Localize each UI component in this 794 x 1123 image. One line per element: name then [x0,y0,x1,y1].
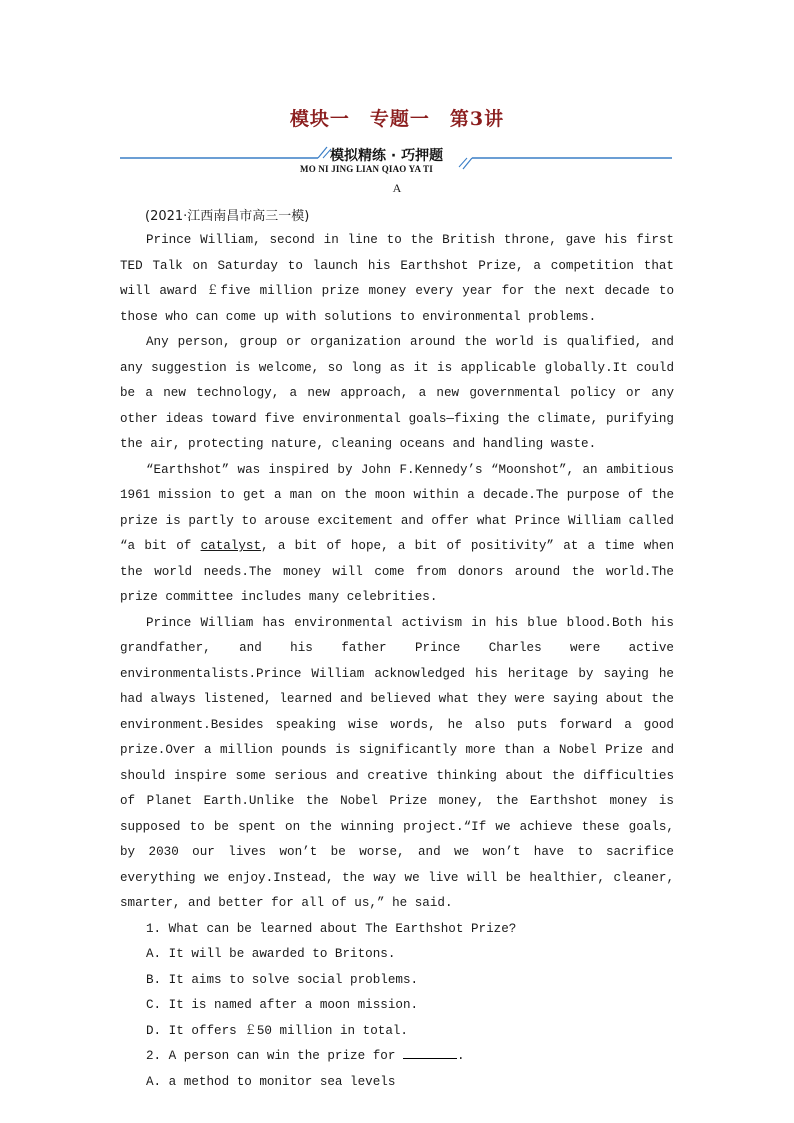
paragraph-2: Any person, group or organization around the world is qualified, and any suggestion is welcome, so long as it is applicable globally.It could be a new technology, a new approach, a new governmental policy or any other ideas toward five environmental goals—fixing the climate, purifying the air, protecting nature, cleaning oceans and handling waste. [120,335,674,451]
section-letter: A [392,181,402,195]
question-2-stem: 2. A person can win the prize for [146,1049,403,1063]
answer-blank [403,1046,457,1059]
question-1-option-c[interactable]: C. It is named after a moon mission. [146,998,419,1012]
paragraph-3 [120,458,674,611]
banner-label: 模拟精练 · 巧押题 [330,148,444,164]
paragraph-4: Prince William has environmental activism in his blue blood.Both his grandfather, and his father Prince Charles were active environmentalists.Prince William acknowledged his heritage by saying he had always listened, learned and believed what they were saying about the environment.Besides speaking wise words, he also puts forward a good prize.Over a million pounds is significantly more than a Nobel Prize and should inspire some serious and creative thinking about the difficulties of Planet Earth.Unlike the Nobel Prize money, the Earthshot money is supposed to be spent on the winning project.“If we achieve these goals, by 2030 our lives won’t be worse, and we won’t have to sacrifice everything we enjoy.Instead, the way we live will be healthier, cleaner, smarter, and better for all of us,” he said. [120,615,674,910]
question-2-end: . [456,1049,465,1063]
question-1-option-a[interactable]: A. It will be awarded to Britons. [146,947,396,961]
banner-left-slant [318,147,327,158]
question-1-option-b[interactable]: B. It aims to solve social problems. [146,972,419,987]
page-title: 模块一 专题一 第3讲 [289,108,505,130]
question-1-option-d[interactable]: D. It offers ￡50 million in total. [146,1023,408,1038]
paragraph-3-text-a: “Earthshot” was inspired by John F.Kennedy’s “Moonshot”, an ambitious 1961 mission to get a man on the moon within a decade.The purpose of the prize is partly to arouse excitement and offer what Prince William called “a bit of [120,462,674,553]
passage [120,228,674,1095]
paragraph-1: Prince William, second in line to the British throne, gave his first TED Talk on Saturday to launch his Earthshot Prize, a competition that will award ￡five million prize money every year for the next decade to those who can come up with solutions to environmental problems. [120,233,674,324]
question-1: 1. What can be learned about The Earthshot Prize? [146,921,517,936]
paragraph-3-text-b: , a bit of hope, a bit of positivity” at a time when the world needs.The money will come from donors around the world.The prize committee includes many celebrities. [120,539,674,604]
source-note: (2021·江西南昌市高三一模) [145,209,310,224]
banner-right-slant [463,158,472,169]
underlined-word-catalyst: catalyst [200,539,262,553]
question-2-option-a[interactable]: A. a method to monitor sea levels [146,1074,396,1089]
banner-pinyin: MO NI JING LIAN QIAO YA TI [300,164,433,174]
question-2 [120,1044,674,1070]
